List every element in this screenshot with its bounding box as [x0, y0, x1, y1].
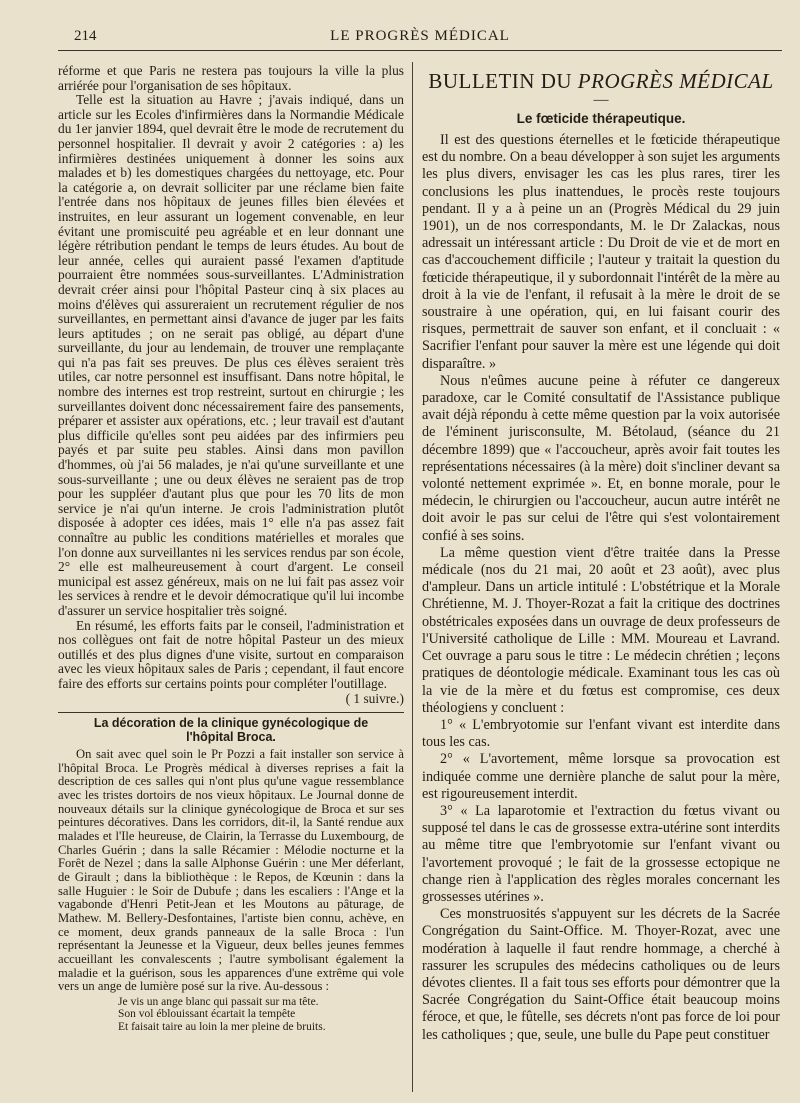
numbered-item: 1° « L'embryotomie sur l'enfant vivant est interdite dans tous les cas. [422, 716, 780, 751]
paragraph: Ces monstruosités s'appuyent sur les décrets de la Sacrée Congrégation du Saint-Office. M. Thoyer-Rozat, avec une modération à laquelle il faut rendre hommage, a cherché à rassurer les scrupules des médecins catholiques ou de leurs dévotes clientes. Il a fait tous ses efforts pour démontrer que la Sacrée Congrégation du Saint-Office était beaucoup moins féroce, et que, le fûtelle, ses décrets n'ont pas force de loi pour les catholiques ; que, seule, une bulle du Pape peut constituer [422, 906, 780, 1043]
right-column [422, 64, 780, 1044]
paragraph: On sait avec quel soin le Pr Pozzi a fait installer son service à l'hôpital Broca. Le Progrès médical à diverses reprises a fait la description de ces salles qui n'ont plus qu'une vague ressemblance avec les tristes dortoirs de nos vieux hôpitaux. Le Journal donne de nouveaux détails sur la clinique gynécologique de Broca et sur ses peintures décoratives. Dans les corridors, dit-il, la Santé rendue aux malades et l'Ile heureuse, de Clairin, la Terrasse du Luxembourg, de Charles Guérin ; dans la salle Récamier : Mélodie nocturne et la Forêt de Nezel ; dans la salle Alphonse Guérin : une Mer déferlant, de Girault ; dans la bibliothèque : le Repos, de Kœunin : dans la salle Huguier : le Soir de Dubufe ; dans les escaliers : l'Ange et la vagabonde d'Henri Petit-Jean et les Moutons au pâturage, de Mathew. M. Bellery-Desfontaines, l'artiste bien connu, achève, en ce moment, deux grands panneaux de la salle Broca : l'un représentant la Jeunesse et la Vigueur, deux belles jeunes femmes accueillant les convalescents ; l'autre symbolisant également la maladie et la guérison, sous les apparences d'une extrême qui vole vers un ange de lumière posé sur la rive. Au-dessous : [58, 747, 404, 994]
column-divider [412, 62, 413, 1092]
numbered-item: 3° « La laparotomie et l'extraction du fœtus vivant ou supposé tel dans le cas de grossesse extra-utérine sont interdits au même titre que l'embryotomie sur l'enfant vivant ou l'avortement provoqué ; le fait de la grossesse ectopique ne change rien à l'application des règles morales concernant les grossesses utérines ». [422, 802, 780, 905]
paragraph: Nous n'eûmes aucune peine à réfuter ce dangereux paradoxe, car le Comité consultatif de l'Assistance publique avait déjà répondu à cette même question par la voix autorisée de l'éminent jurisconsulte, M. Bétolaud, (séance du 21 décembre 1899) que « l'accoucheur, après avoir fait toutes les représentations nécessaires (à la mère) doit s'incliner devant sa volonté nettement exprimée ». Et, en bonne morale, pour le médecin, le chirurgien ou l'accoucheur, aucun autre intérêt ne doit avoir le pas sur celui de l'être qui s'est volontairement confié à ses soins. [422, 372, 780, 544]
paragraph: Il est des questions éternelles et le fœticide thérapeutique est du nombre. On a beau développer à son sujet les arguments les plus divers, envisager les cas les plus rares, tirer les conclusions les plus inattendues, le procès reste toujours pendant. Il y a à peine un an (Progrès Médical du 29 juin 1901), un de nos correspondants, M. le Dr Zalackas, nous adressait un intéressant article : Du Droit de vie et de mort en cas d'accouchement difficile ; l'auteur y traitait la question du fœticide thérapeutique, il y subordonnait l'intérêt de la mère au droit à la vie de l'enfant, il refusait à la mère le droit de se soustraire à une opération, qui, en lui faisant courir des risques, permettrait de sauver son enfant, et il concluait : « Sacrifier l'enfant pour sauver la mère est une légende qui doit disparaître. » [422, 132, 780, 372]
paragraph: En résumé, les efforts faits par le conseil, l'administration et nos collègues ont fait de notre hôpital Pasteur un des mieux outillés et des plus dignes d'une visite, surtout en comparaison avec les vieux hôpitaux sales de Paris ; cependant, il faut encore faire des efforts sur certains points pour compléter l'outillage. [58, 617, 404, 691]
to-be-continued: ( 1 suivre.) [345, 690, 404, 706]
paragraph: Telle est la situation au Havre ; j'avais indiqué, dans un article sur les Ecoles d'infirmières dans la Normandie Médicale du 1er janvier 1894, quel devrait être le mode de recrutement du personnel hospitalier. Il devrait y avoir 2 catégories : a) les infirmières destinées uniquement à donner les soins aux malades et b) les domestiques chargées du nettoyage, etc. Pour la catégorie a, on devrait solliciter par une réclame bien faite l'entrée dans nos hôpitaux de jeunes filles bien élevées et instruites, en leur assurant un logement convenable, en leur évitant une promiscuité peu agréable et en leur donnant une légère rétribution pendant le temps de leurs études. Au bout de leur année, celles qui auraient passé l'examen d'aptitude pourraient être nommées sous-surveillantes. L'Administration devrait créer ainsi pour l'hôpital Pasteur cinq à six places au moins d'élèves qui assureraient un recrutement régulier de nos surveillantes, en permettant ainsi d'avance de juger par les faits leurs aptitudes ; on ne serait pas obligé, au départ d'une surveillante, du jour au lendemain, de trouver une remplaçante qui n'a pas fait ses preuves. De plus ces élèves seraient très utiles, car notre personnel est insuffisant. Dans notre hôpital, le nombre des internes est trop restreint, surtout en chirurgie ; les surveillantes doivent donc nécessairement faire des pansements, préparer et assister aux opérations, etc. ; leur travail est d'autant plus difficile qu'elles sont peu aidées par des infirmiers peu payés et par suite peu stables. Ainsi dans mon pavillon d'hommes, où j'ai 56 malades, je n'ai qu'une surveillante et une sous-surveillante ; une ou deux élèves ne seraient pas de trop pour les suppléer d'autant plus que pour les 70 lits de mon service je n'ai qu'un interne. Je crois l'administration plutôt disposée à adopter ces idées, mais 1° elle n'a pas assez fait connaître au public les conditions matérielles et morales que l'on donne aux surveillantes ni les services rendus par son école, 2° elle est malheureusement à court d'argent. Le conseil municipal est assez généreux, mais on ne lui fait pas assez voir les services à rendre et le devoir démocratique qu'il lui incombe d'assurer un service hospitalier très soigné. [58, 92, 404, 618]
section-rule [58, 712, 404, 713]
bulletin-title-prefix: BULLETIN DU [428, 69, 578, 93]
bulletin-title-journal: PROGRÈS MÉDICAL [577, 69, 774, 93]
journal-name: LE PROGRÈS MÉDICAL [330, 28, 510, 44]
left-column [58, 64, 404, 1033]
bulletin-title [422, 68, 780, 94]
page-number: 214 [74, 28, 97, 44]
title-dash: — [593, 92, 609, 108]
poem-line: Son vol éblouissant écartait la tempête [118, 1008, 296, 1021]
article-title: Le fœticide thérapeutique. [516, 111, 686, 126]
numbered-item: 2° « L'avortement, même lorsque sa provocation est indiquée comme une dernière planche de salut pour la mère, est rigoureusement interdit. [422, 751, 780, 802]
poem-line: Je vis un ange blanc qui passait sur ma tête. [118, 995, 319, 1008]
header-rule [58, 50, 782, 51]
running-header [60, 26, 780, 50]
poem-line: Et faisait taire au loin la mer pleine de bruits. [118, 1020, 326, 1033]
paragraph: La même question vient d'être traitée dans la Presse médicale (nos du 21 mai, 20 août et 23 août), avec plus d'ampleur. Dans un article intitulé : L'obstétrique et la Morale Chrétienne, M. J. Thoyer-Rozat a fait la critique des doctrines obstétricales exposées dans un ouvrage de deux professeurs de l'Université catholique de Lille : MM. Moureau et Lavrand. Cet ouvrage a paru sous le titre : Le médecin chrétien ; leçons pratiques de déontologie médicale. Examinant tous les cas où la vie de la mère et du fœtus est compromise, ces deux théologiens y concluent : [422, 544, 780, 716]
section-body [58, 748, 404, 994]
poem-quote [118, 996, 404, 1034]
section-title: La décoration de la clinique gynécologique de l'hôpital Broca. [93, 716, 369, 744]
paragraph: réforme et que Paris ne restera pas toujours la ville la plus arriérée pour l'organisation de ses hôpitaux. [58, 63, 404, 93]
